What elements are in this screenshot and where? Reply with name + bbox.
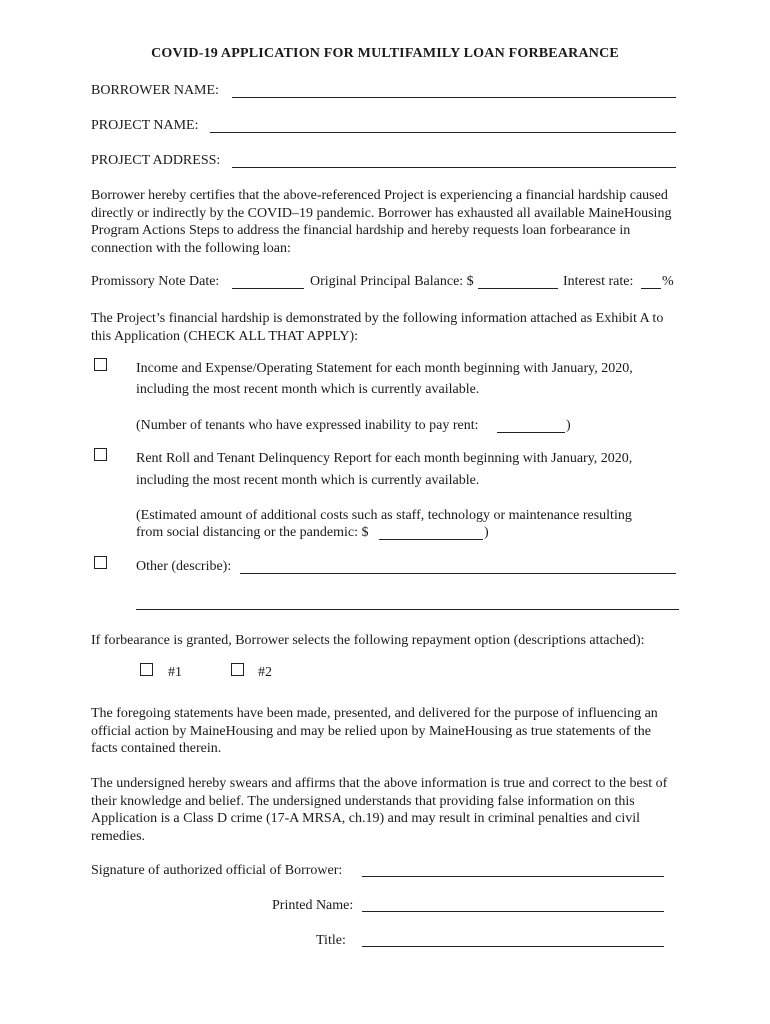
printed-name-label: Printed Name: (272, 898, 354, 913)
additional-costs-close: ) (484, 525, 489, 540)
additional-costs-field[interactable] (379, 524, 483, 540)
printed-name-field[interactable] (362, 896, 664, 912)
other-checkbox[interactable] (94, 556, 107, 569)
project-name-field[interactable] (210, 117, 676, 133)
certification-paragraph: Borrower hereby certifies that the above-referenced Project is experiencing a financial hardship caused directly or indirectly by the COVID–19 pandemic. Borrower has exhausted all available MaineHousing Program Actions Steps to address the financial hardship and hereby requests loan forbearance in connection with the following loan: (91, 188, 672, 256)
signature-label: Signature of authorized official of Borrower: (91, 863, 343, 878)
borrower-name-underline (232, 97, 676, 98)
signature-underline (362, 876, 664, 877)
additional-costs-label: from social distancing or the pandemic: $ (136, 525, 369, 540)
tenants-count-underline (497, 432, 565, 433)
borrower-name-field[interactable] (232, 82, 676, 98)
project-name-underline (210, 132, 676, 133)
tenants-count-field[interactable] (497, 417, 565, 433)
repayment-intro: If forbearance is granted, Borrower selects the following repayment option (descriptions attached): (91, 633, 645, 648)
project-name-label: PROJECT NAME: (91, 118, 199, 133)
note-date-field[interactable] (232, 273, 304, 289)
repayment-option1-checkbox[interactable] (140, 663, 153, 676)
project-address-field[interactable] (232, 152, 676, 168)
interest-rate-label: Interest rate: (563, 274, 634, 289)
option2-line2: including the most recent month which is currently available. (136, 473, 480, 488)
additional-costs-underline (379, 539, 483, 540)
signature-field[interactable] (362, 861, 664, 877)
tenants-count-close: ) (566, 418, 571, 433)
other-description-field-2[interactable] (136, 594, 679, 610)
repayment-option1-label: #1 (168, 665, 182, 680)
other-label: Other (describe): (136, 559, 232, 574)
statements-paragraph: The foregoing statements have been made, presented, and delivered for the purpose of influencing an official action by MaineHousing and may be relied upon by MaineHousing as true statements of the facts contained therein. (91, 706, 658, 756)
option2-line1: Rent Roll and Tenant Delinquency Report for each month beginning with January, 2020, (136, 451, 633, 466)
income-statement-checkbox[interactable] (94, 358, 107, 371)
form-title: COVID-19 APPLICATION FOR MULTIFAMILY LOAN FORBEARANCE (151, 46, 619, 61)
hardship-intro: The Project’s financial hardship is demonstrated by the following information attached as Exhibit A to this Application (CHECK ALL THAT APPLY): (91, 311, 664, 344)
percent-sign: % (662, 274, 674, 289)
repayment-option2-label: #2 (258, 665, 272, 680)
note-date-underline (232, 288, 304, 289)
option1-line1: Income and Expense/Operating Statement for each month beginning with January, 2020, (136, 361, 633, 376)
tenants-count-label: (Number of tenants who have expressed inability to pay rent: (136, 418, 479, 433)
option1-line2: including the most recent month which is currently available. (136, 382, 480, 397)
interest-rate-underline (641, 288, 661, 289)
principal-field[interactable] (478, 273, 558, 289)
affirmation-paragraph: The undersigned hereby swears and affirms that the above information is true and correct to the best of their knowledge and belief. The undersigned understands that providing false information on this Application is a Class D crime (17-A MRSA, ch.19) and may result in criminal penalties and civil remedies. (91, 776, 668, 844)
borrower-name-label: BORROWER NAME: (91, 83, 219, 98)
title-underline (362, 946, 664, 947)
printed-name-underline (362, 911, 664, 912)
principal-label: Original Principal Balance: $ (310, 274, 474, 289)
other-description-underline (240, 573, 676, 574)
project-address-label: PROJECT ADDRESS: (91, 153, 221, 168)
repayment-option2-checkbox[interactable] (231, 663, 244, 676)
interest-rate-field[interactable] (641, 273, 661, 289)
other-description-underline-2 (136, 609, 679, 610)
project-address-underline (232, 167, 676, 168)
title-field[interactable] (362, 931, 664, 947)
rent-roll-checkbox[interactable] (94, 448, 107, 461)
note-date-label: Promissory Note Date: (91, 274, 220, 289)
title-label: Title: (316, 933, 346, 948)
other-description-field[interactable] (240, 558, 676, 574)
principal-underline (478, 288, 558, 289)
additional-costs-note-line1: (Estimated amount of additional costs such as staff, technology or maintenance resulting (136, 508, 632, 523)
